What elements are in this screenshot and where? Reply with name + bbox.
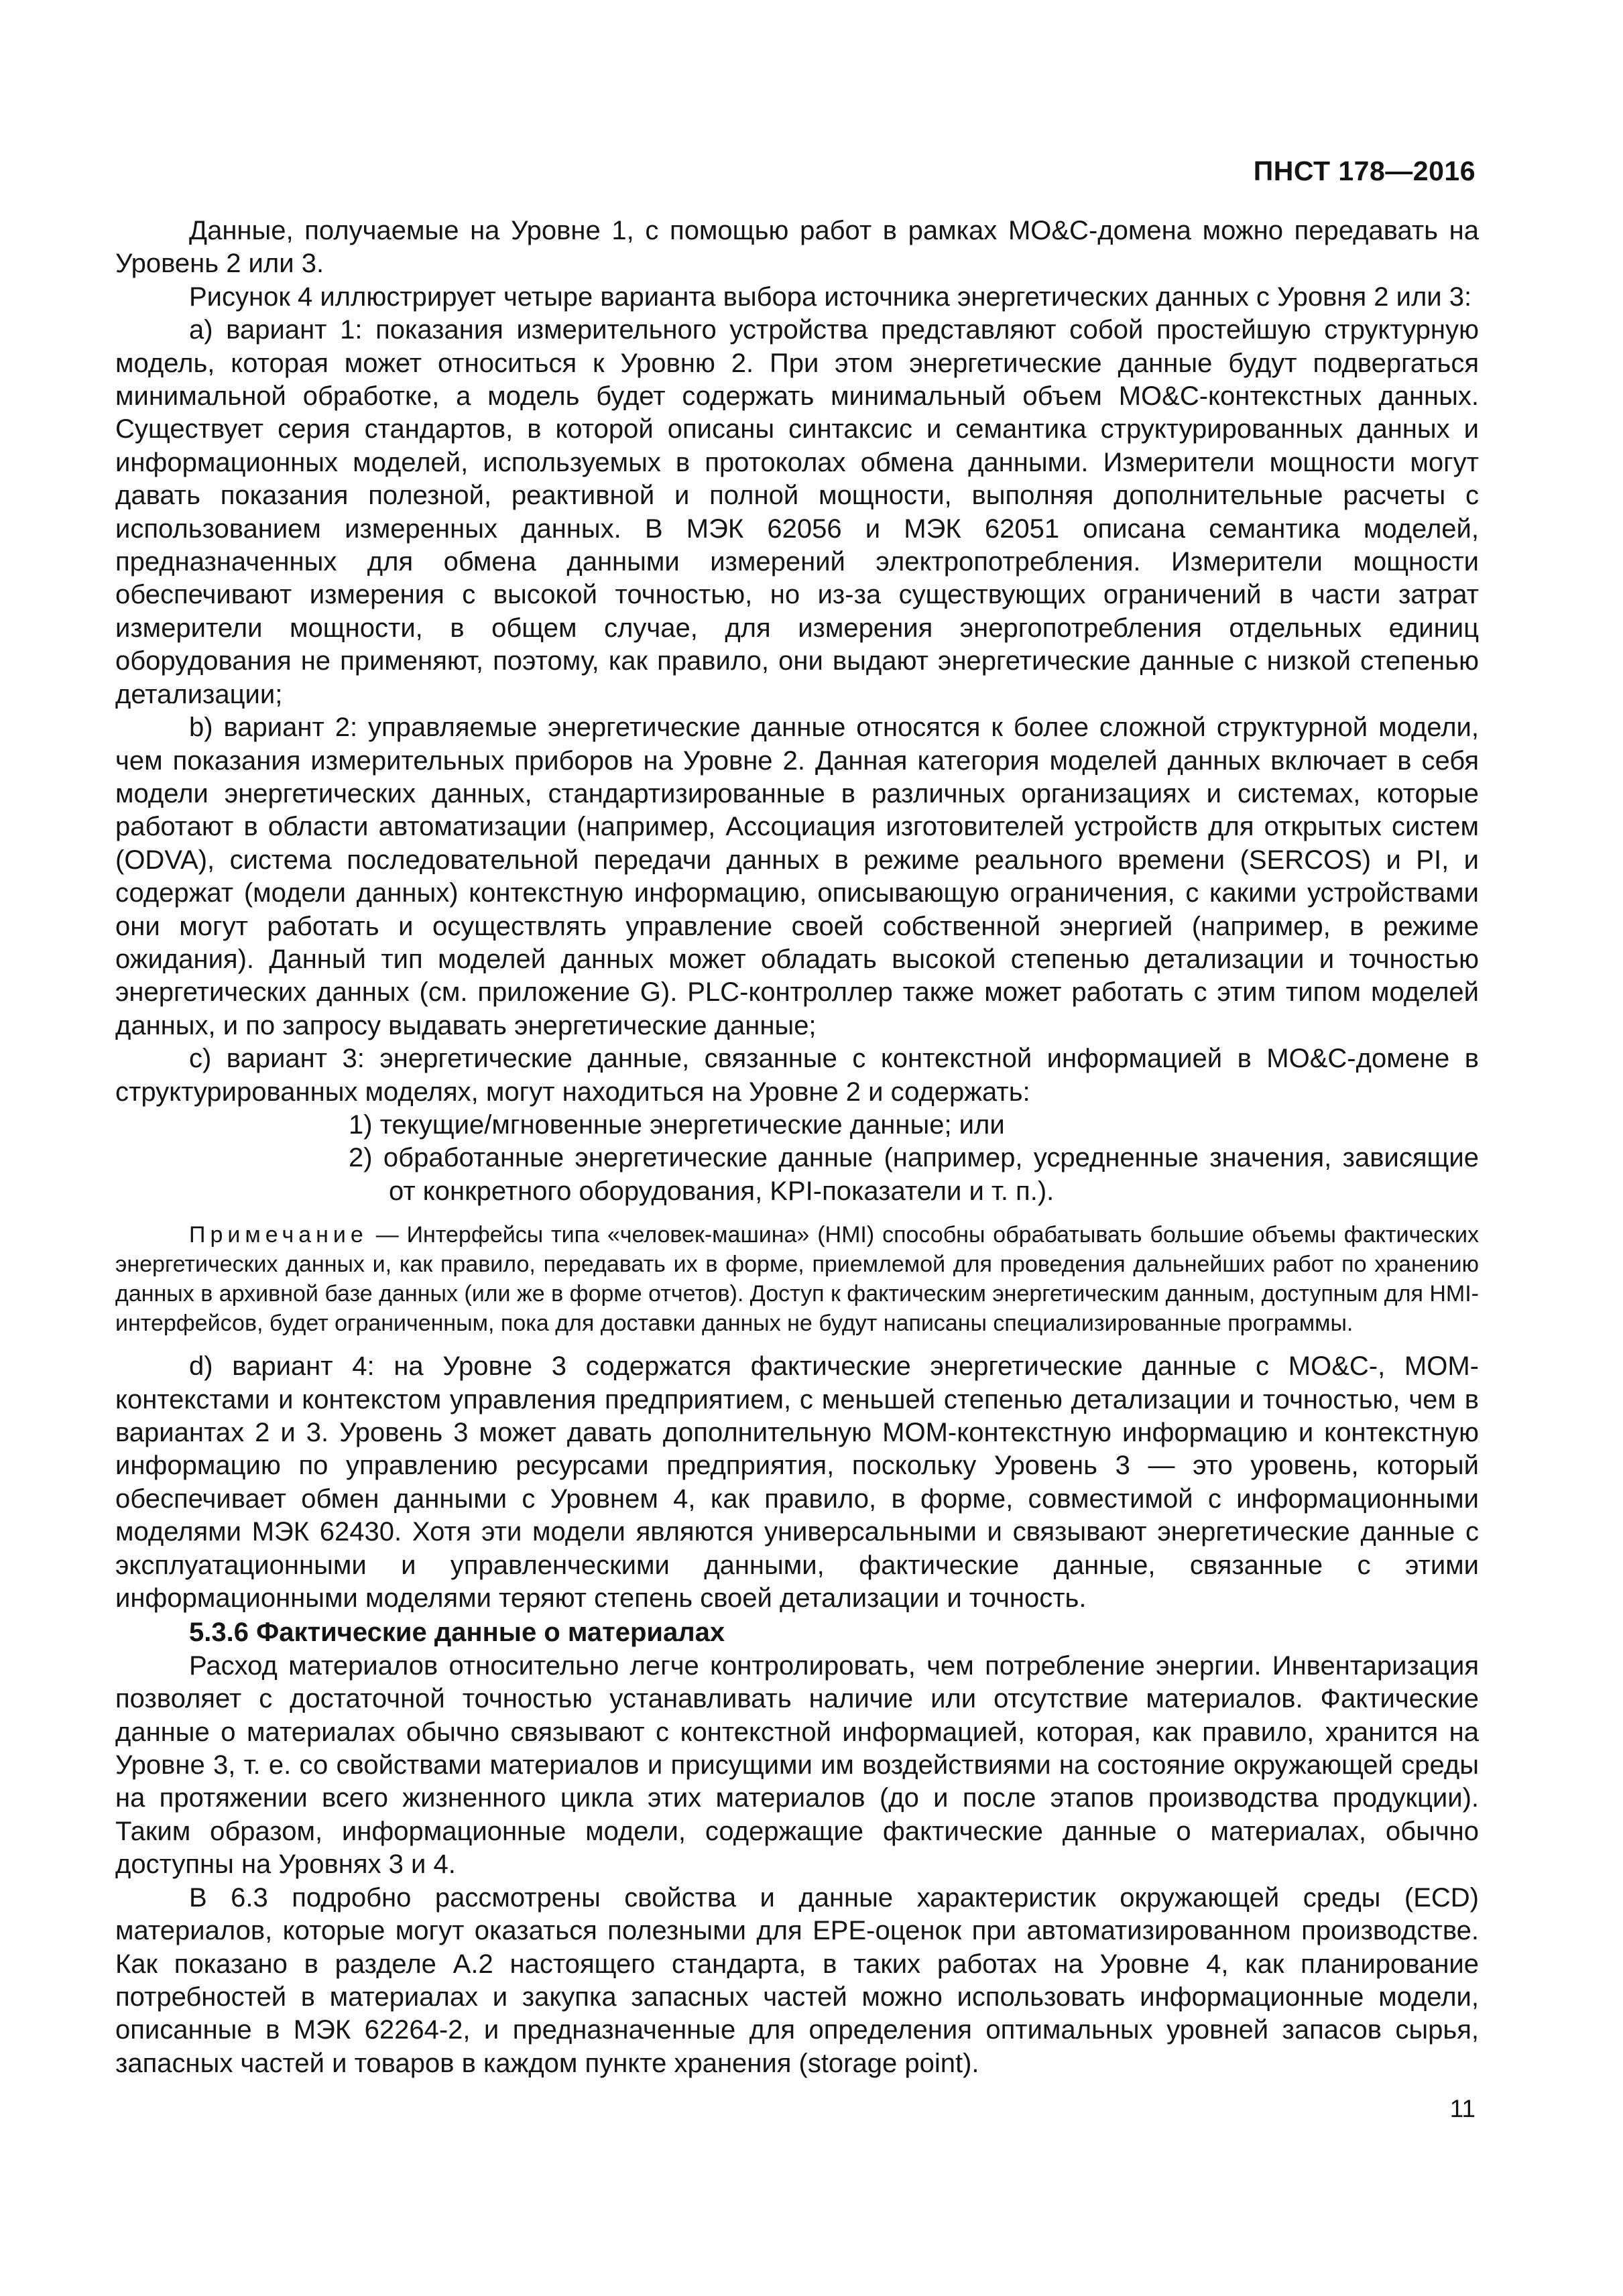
section-heading: 5.3.6 Фактические данные о материалах bbox=[189, 1618, 725, 1648]
note-label: Примечание bbox=[189, 1222, 368, 1248]
sub-item-2: 2) обработанные энергетические данные (например, усредненные значения, зависящие от конкретного оборудования, KPI-показатели и т. п.). bbox=[349, 1143, 1479, 1206]
paragraph: В 6.3 подробно рассмотрены свойства и данные характеристик окружающей среды (ECD) материалов, которые могут оказаться полезными для EPE-оценок при автоматизированном производстве. Как показано в разделе А.2 настоящего стандарта, в таких работах на Уровне 4, как планирование потребностей в материалах и закупка запасных частей можно использовать информационные модели, описанные в МЭК 62264-2, и предназначенные для определения оптимальных уровней запасов сырья, запасных частей и товаров в каждом пункте хранения (storage point). bbox=[115, 1882, 1479, 2078]
list-item-a: a) вариант 1: показания измерительного устройства представляют собой простейшую структурную модель, которая может относиться к Уровню 2. При этом энергетические данные будут подвергаться минимальной обработке, а модель будет содержать минимальный объем MO&C-контекстных данных. Существует серия стандартов, в которой описаны синтаксис и семантика структурированных данных и информационных моделей, используемых в протоколах обмена данными. Измерители мощности могут давать показания полезной, реактивной и полной мощности, выполняя дополнительные расчеты с использованием измеренных данных. В МЭК 62056 и МЭК 62051 описана семантика моделей, предназначенных для обмена данными измерений электропотребления. Измерители мощности обеспечивают измерения с высокой точностью, но из-за существующих ограничений в части затрат измерители мощности, в общем случае, для измерения энергопотребления отдельных единиц оборудования не применяют, поэтому, как правило, они выдают энергетические данные с низкой степенью детализации; bbox=[115, 315, 1479, 709]
list-item-c: c) вариант 3: энергетические данные, связанные с контекстной информацией в MO&C-домене в структурированных моделях, могут находиться на Уровне 2 и содержать: bbox=[115, 1044, 1479, 1107]
document-body bbox=[115, 215, 1479, 2080]
note-block bbox=[115, 1220, 1479, 1338]
paragraph: Данные, получаемые на Уровне 1, с помощью работ в рамках MO&C-домена можно передавать на Уровень 2 или 3. bbox=[115, 216, 1479, 279]
sub-item-1: 1) текущие/мгновенные энергетические данные; или bbox=[349, 1109, 1005, 1140]
list-item-d: d) вариант 4: на Уровне 3 содержатся фактические энергетические данные с MO&C-, MOM-контекстами и контекстом управления предприятием, с меньшей степенью детализации и точностью, чем в вариантах 2 и 3. Уровень 3 может давать дополнительную MOM-контекстную информацию и контекстную информацию по управлению ресурсами предприятия, поскольку Уровень 3 — это уровень, который обеспечивает обмен данными с Уровнем 4, как правило, в форме, совместимой с информационными моделями МЭК 62430. Хотя эти модели являются универсальными и связывают энергетические данные с эксплуатационными и управленческими данными, фактические данные, связанные с этими информационными моделями теряют степень своей детализации и точность. bbox=[115, 1351, 1479, 1614]
document-code: ПНСТ 178—2016 bbox=[1253, 156, 1476, 186]
paragraph: Расход материалов относительно легче контролировать, чем потребление энергии. Инвентаризация позволяет с достаточной точностью устанавливать наличие или отсутствие материалов. Фактические данные о материалах обычно связывают с контекстной информацией, которая, как правило, хранится на Уровне 3, т. е. со свойствами материалов и присущими им воздействиями на состояние окружающей среды на протяжении всего жизненного цикла этих материалов (до и после этапов производства продукции). Таким образом, информационные модели, содержащие фактические данные о материалах, обычно доступны на Уровнях 3 и 4. bbox=[115, 1650, 1479, 1880]
page-number: 11 bbox=[1449, 2095, 1476, 2122]
note-text: — Интерфейсы типа «человек-машина» (HMI) способны обрабатывать большие объемы фактических энергетических данных и, как правило, передавать их в форме, приемлемой для проведения дальнейших работ по хранению данных в архивной базе данных (или же в форме отчетов). Доступ к фактическим энергетическим данным, доступным для HMI-интерфейсов, будет ограниченным, пока для доставки данных не будут написаны специализированные программы. bbox=[115, 1222, 1479, 1337]
list-item-b: b) вариант 2: управляемые энергетические данные относятся к более сложной структурной модели, чем показания измерительных приборов на Уровне 2. Данная категория моделей данных включает в себя модели энергетических данных, стандартизированные в различных организациях и системах, которые работают в области автоматизации (например, Ассоциация изготовителей устройств для открытых систем (ODVA), система последовательной передачи данных в режиме реального времени (SERCOS) и PI, и содержат (модели данных) контекстную информацию, описывающую ограничения, с какими устройствами они могут работать и осуществлять управление своей собственной энергией (например, в режиме ожидания). Данный тип моделей данных может обладать высокой степенью детализации и точностью энергетических данных (см. приложение G). PLC-контроллер также может работать с этим типом моделей данных, и по запросу выдавать энергетические данные; bbox=[115, 713, 1479, 1040]
paragraph: Рисунок 4 иллюстрирует четыре варианта выбора источника энергетических данных с Уровня 2 или 3: bbox=[189, 282, 1472, 312]
